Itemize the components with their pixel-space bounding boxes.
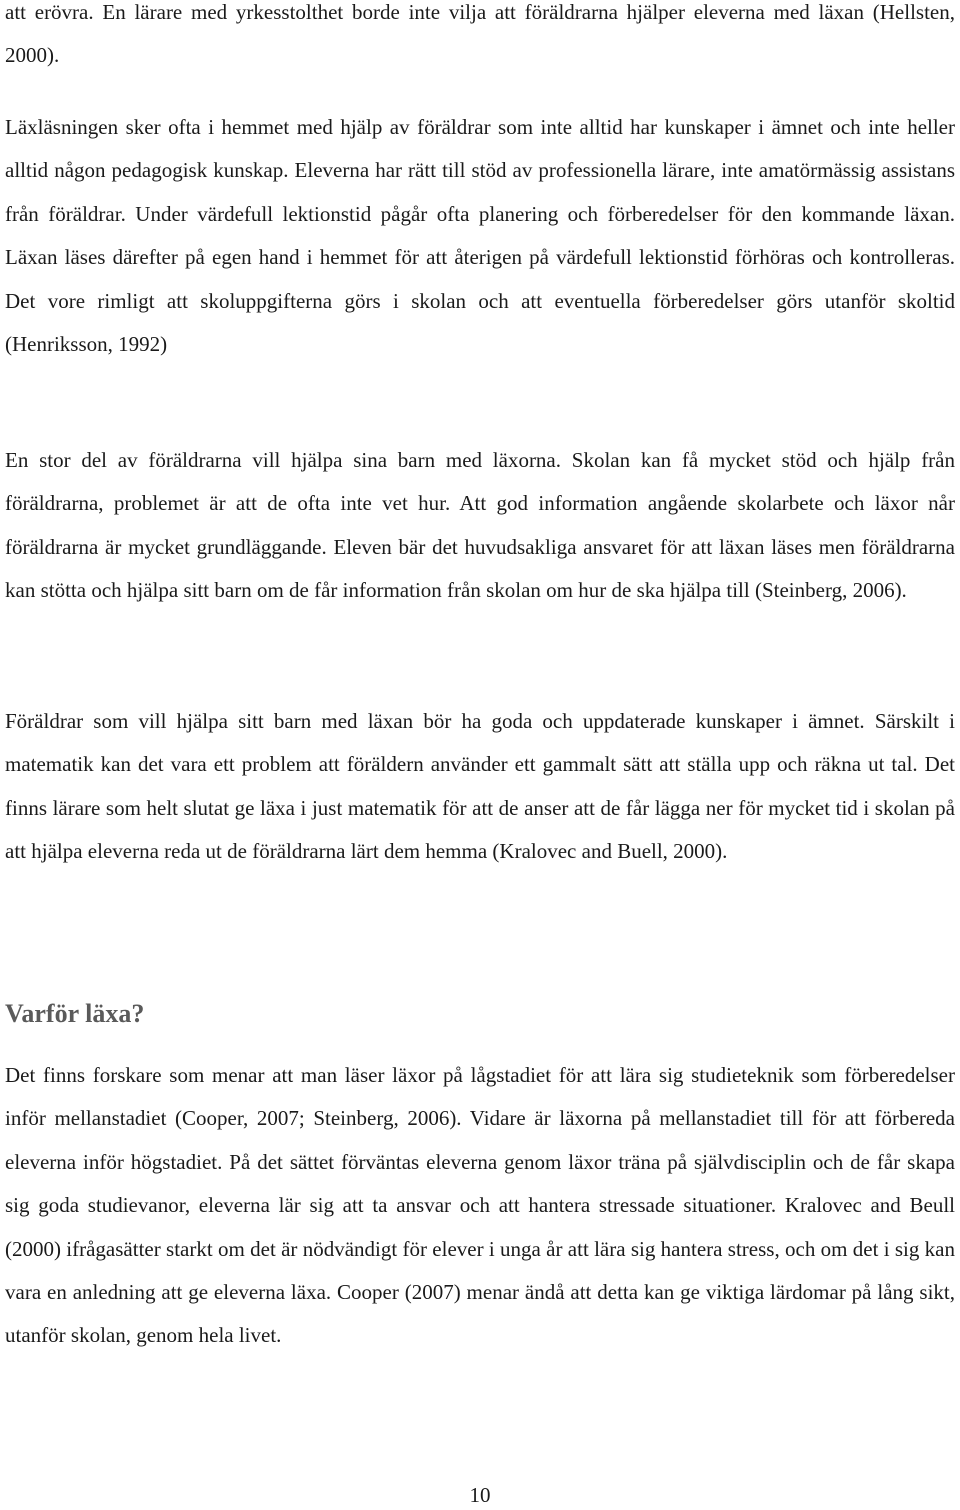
paragraph-continuation: att erövra. En lärare med yrkesstolthet borde inte vilja att föräldrarna hjälper eleverna med läxan (Hellsten, 2000). — [5, 0, 955, 68]
paragraph-parents-knowledge: Föräldrar som vill hjälpa sitt barn med läxan bör ha goda och uppdaterade kunskaper i ämnet. Särskilt i matematik kan det vara ett problem att föräldern använder ett gammalt sätt att ställa upp och räkna ut tal. Det finns lärare som helt slutat ge läxa i just matematik för att de anser att de får lägga ner för mycket tid i skolan på att hjälpa eleverna reda ut de föräldrarna lärt dem hemma (Kralovec and Buell, 2000). — [5, 709, 955, 864]
paragraph-homework-at-home: Läxläsningen sker ofta i hemmet med hjälp av föräldrar som inte alltid har kunskaper i ämnet och inte heller alltid någon pedagogisk kunskap. Eleverna har rätt till stöd av professionella lärare, inte amatörmässig assistans från föräldrar. Under värdefull lektionstid pågår ofta planering och förberedelser för den kommande läxan. Läxan läses därefter på egen hand i hemmet för att återigen på värdefull lektionstid förhöras och kontrolleras. Det vore rimligt att skoluppgifterna görs i skolan och att eventuella förberedelser görs utanför skoltid (Henriksson, 1992) — [5, 115, 955, 357]
paragraph-why-homework: Det finns forskare som menar att man läser läxor på lågstadiet för att lära sig studieteknik som förberedelser inför mellanstadiet (Cooper, 2007; Steinberg, 2006). Vidare är läxorna på mellanstadiet till för att förbereda eleverna inför högstadiet. På det sättet förväntas eleverna genom läxor träna på självdisciplin och de får skapa sig goda studievanor, eleverna lär sig att ta ansvar och att hantera stressade situationer. Kralovec and Beull (2000) ifrågasätter starkt om det är nödvändigt för elever i unga år att lära sig hantera stress, och om det i sig kan vara en anledning att ge eleverna läxa. Cooper (2007) menar ändå att detta kan ge viktiga lärdomar på lång sikt, utanför skolan, genom hela livet. — [5, 1063, 955, 1348]
page-number: 10 — [469, 1483, 491, 1507]
paragraph-parents-help: En stor del av föräldrarna vill hjälpa sina barn med läxorna. Skolan kan få mycket stöd och hjälp från föräldrarna, problemet är att de ofta inte vet hur. Att god information angående skolarbete och läxor når föräldrarna är mycket grundläggande. Eleven bär det huvudsakliga ansvaret för att läxan läses men föräldrarna kan stötta och hjälpa sitt barn om de får information från skolan om hur de ska hjälpa till (Steinberg, 2006). — [5, 448, 955, 603]
document-page — [5, 0, 955, 1509]
section-heading: Varför läxa? — [5, 999, 145, 1028]
